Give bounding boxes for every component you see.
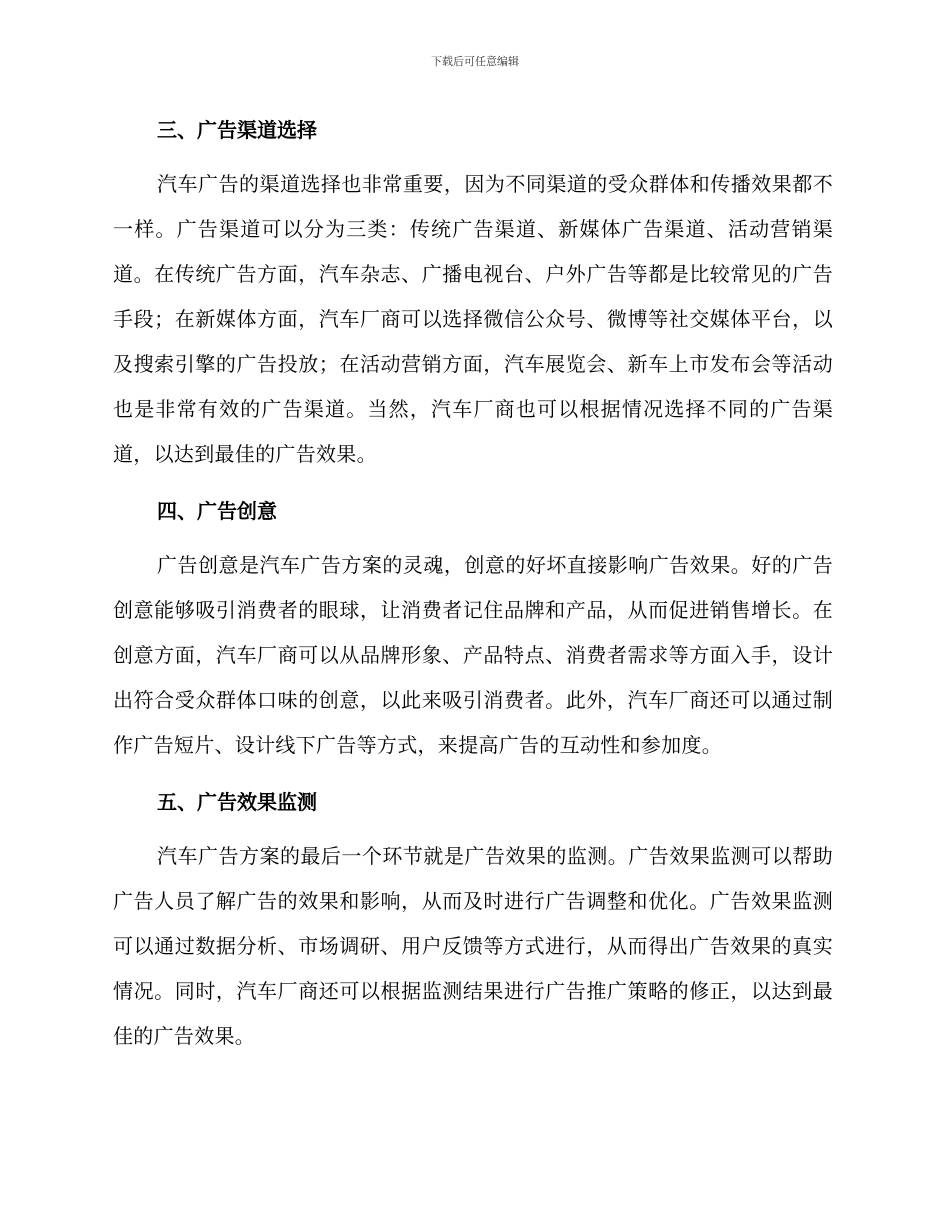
section-paragraph-ad-creative: 广告创意是汽车广告方案的灵魂，创意的好坏直接影响广告效果。好的广告创意能够吸引消费者的眼球，让消费者记住品牌和产品，从而促进销售增长。在创意方面，汽车厂商可以从品牌形象、产品特点、消费者需求等方面入手，设计出符合受众群体口味的创意，以此来吸引消费者。此外，汽车厂商还可以通过制作广告短片、设计线下广告等方式，来提高广告的互动性和参加度。	[113, 553, 833, 757]
page-header: 下载后可任意编辑	[431, 55, 519, 68]
section-paragraph-channel-selection: 汽车广告的渠道选择也非常重要，因为不同渠道的受众群体和传播效果都不一样。广告渠道可以分为三类：传统广告渠道、新媒体广告渠道、活动营销渠道。在传统广告方面，汽车杂志、广播电视台、户外广告等都是比较常见的广告手段；在新媒体方面，汽车厂商可以选择微信公众号、微博等社交媒体平台，以及搜索引擎的广告投放；在活动营销方面，汽车展览会、新车上市发布会等活动也是非常有效的广告渠道。当然，汽车厂商也可以根据情况选择不同的广告渠道，以达到最佳的广告效果。	[113, 172, 833, 466]
section-heading-ad-creative: 四、广告创意	[157, 499, 277, 523]
section-heading-channel-selection: 三、广告渠道选择	[157, 118, 317, 142]
document-body	[113, 108, 833, 1059]
section-paragraph-effect-monitoring: 汽车广告方案的最后一个环节就是广告效果的监测。广告效果监测可以帮助广告人员了解广告的效果和影响，从而及时进行广告调整和优化。广告效果监测可以通过数据分析、市场调研、用户反馈等方式进行，从而得出广告效果的真实情况。同时，汽车厂商还可以根据监测结果进行广告推广策略的修正，以达到最佳的广告效果。	[113, 844, 833, 1048]
section-heading-effect-monitoring: 五、广告效果监测	[157, 790, 317, 814]
